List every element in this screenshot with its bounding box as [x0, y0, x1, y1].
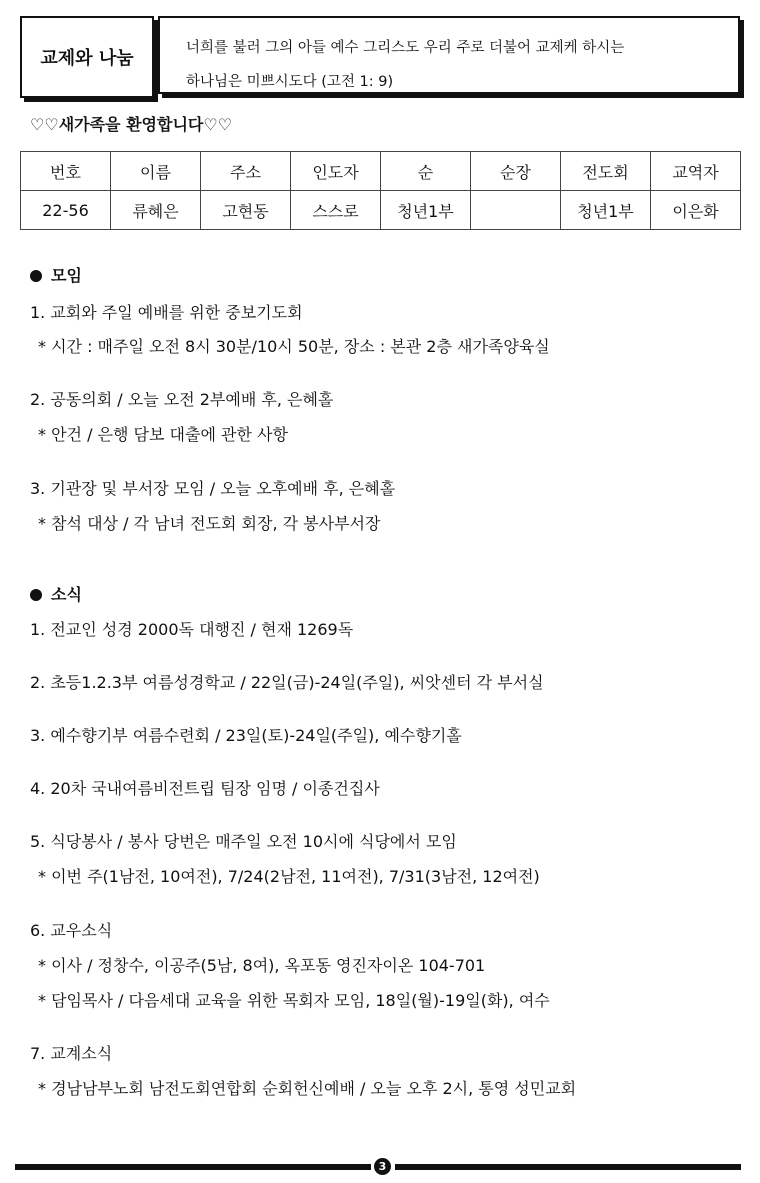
table-header-cell: 순	[381, 152, 471, 191]
page-number: 3	[374, 1158, 391, 1175]
bullet-dot-icon	[30, 270, 42, 282]
news-item: 7. 교계소식	[30, 1044, 113, 1063]
footer-rule-left	[15, 1164, 371, 1170]
news-detail: * 경남남부노회 남전도회연합회 순회헌신예배 / 오늘 오후 2시, 통영 성민교회	[38, 1079, 577, 1098]
table-cell: 류혜은	[111, 191, 201, 230]
table-header-row	[21, 152, 741, 191]
meeting-item: 3. 기관장 및 부서장 모임 / 오늘 오후예배 후, 은혜홀	[30, 479, 396, 498]
meeting-detail: * 안건 / 은행 담보 대출에 관한 사항	[38, 425, 288, 444]
table-header-cell: 전도회	[561, 152, 651, 191]
table-cell: 이은화	[651, 191, 741, 230]
table-header-cell: 교역자	[651, 152, 741, 191]
table-header-cell: 순장	[471, 152, 561, 191]
table-header-cell: 인도자	[291, 152, 381, 191]
bullet-dot-icon	[30, 589, 42, 601]
table-cell: 스스로	[291, 191, 381, 230]
news-heading-label: 소식	[51, 585, 82, 604]
table-header-cell: 이름	[111, 152, 201, 191]
meeting-item: 2. 공동의회 / 오늘 오전 2부예배 후, 은혜홀	[30, 390, 334, 409]
table-row	[21, 191, 741, 230]
section-title-box	[20, 16, 154, 98]
table-cell: 고현동	[201, 191, 291, 230]
new-family-table	[20, 151, 741, 230]
table-cell: 청년1부	[561, 191, 651, 230]
scripture-verse-line-1: 너희를 불러 그의 아들 예수 그리스도 우리 주로 더불어 교제케 하시는	[186, 40, 625, 56]
table-header-cell: 주소	[201, 152, 291, 191]
news-item: 1. 전교인 성경 2000독 대행진 / 현재 1269독	[30, 620, 354, 639]
news-detail: * 이번 주(1남전, 10여전), 7/24(2남전, 11여전), 7/31(3남전, 12여전)	[38, 867, 540, 886]
news-detail: * 이사 / 정창수, 이공주(5남, 8여), 옥포동 영진자이온 104-701	[38, 956, 486, 975]
table-cell: 22-56	[21, 191, 111, 230]
news-item: 3. 예수향기부 여름수련회 / 23일(토)-24일(주일), 예수향기홀	[30, 726, 462, 745]
footer-rule-right	[395, 1164, 741, 1170]
table-header-cell: 번호	[21, 152, 111, 191]
table-cell: 청년1부	[381, 191, 471, 230]
news-detail: * 담임목사 / 다음세대 교육을 위한 목회자 모임, 18일(월)-19일(화), 여수	[38, 991, 550, 1010]
table-cell	[471, 191, 561, 230]
meeting-item: 1. 교회와 주일 예배를 위한 중보기도회	[30, 303, 303, 322]
meeting-detail: * 참석 대상 / 각 남녀 전도회 회장, 각 봉사부서장	[38, 514, 381, 533]
news-item: 5. 식당봉사 / 봉사 당번은 매주일 오전 10시에 식당에서 모임	[30, 832, 457, 851]
scripture-verse-line-2: 하나님은 미쁘시도다 (고전 1: 9)	[186, 74, 394, 90]
news-heading	[30, 582, 82, 605]
welcome-heading: ♡♡새가족을 환영합니다♡♡	[30, 115, 233, 134]
meetings-heading	[30, 263, 82, 286]
news-item: 4. 20차 국내여름비전트립 팀장 임명 / 이종건집사	[30, 779, 380, 798]
news-item: 6. 교우소식	[30, 921, 113, 940]
scripture-verse-box	[158, 16, 740, 94]
section-title: 교제와 나눔	[40, 48, 134, 69]
meeting-detail: * 시간 : 매주일 오전 8시 30분/10시 50분, 장소 : 본관 2층 새가족양육실	[38, 337, 550, 356]
news-item: 2. 초등1.2.3부 여름성경학교 / 22일(금)-24일(주일), 씨앗센터 각 부서실	[30, 673, 544, 692]
meetings-heading-label: 모임	[51, 266, 82, 285]
